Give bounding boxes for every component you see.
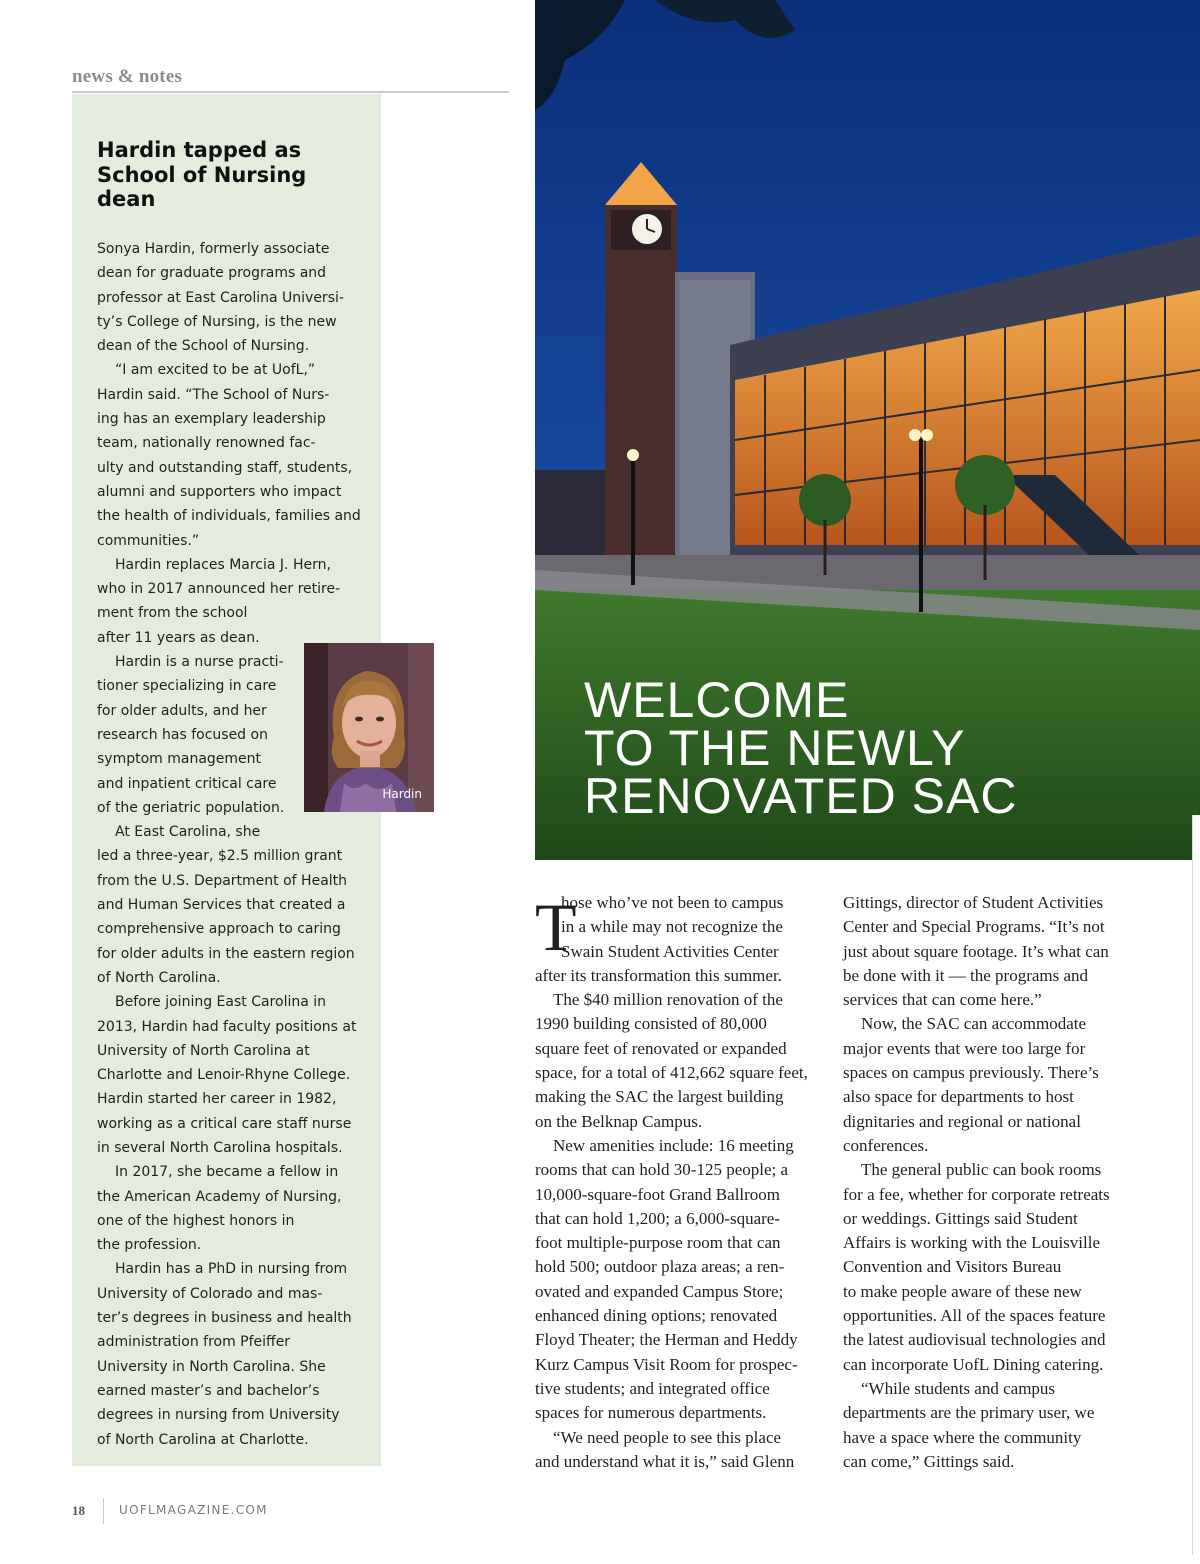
text-line: Hardin replaces Marcia J. Hern,	[115, 556, 331, 573]
text-line: opportunities. All of the spaces feature	[843, 1306, 1106, 1326]
sidebar-article-body	[97, 237, 359, 1452]
text-line: making the SAC the largest building	[535, 1087, 784, 1107]
text-line: Gittings, director of Student Activities	[843, 893, 1104, 912]
text-line: spaces on campus previously. There’s	[843, 1063, 1099, 1083]
headline-line: Hardin tapped as	[97, 138, 302, 162]
text-line: ment from the school	[97, 605, 248, 622]
text-line: services that can come here.”	[843, 990, 1042, 1010]
text-line: dean of the School of Nursing.	[97, 338, 310, 355]
text-line: of North Carolina at Charlotte.	[97, 1431, 309, 1448]
text-line: the profession.	[97, 1237, 202, 1254]
text-line: spaces for numerous departments.	[535, 1403, 767, 1423]
text-line: and understand what it is,” said Glenn	[535, 1451, 795, 1471]
text-line: for older adults, and her	[97, 702, 267, 719]
text-line: foot multiple-purpose room that can	[535, 1233, 781, 1253]
feature-title	[584, 672, 1018, 824]
text-line: New amenities include: 16 meeting	[553, 1135, 794, 1155]
text-line: ter’s degrees in business and health	[97, 1310, 352, 1327]
text-line: The $40 million renovation of the	[553, 990, 783, 1010]
text-line: for older adults in the eastern region	[97, 945, 355, 962]
text-line: Kurz Campus Visit Room for prospec-	[535, 1354, 798, 1374]
text-line: from the U.S. Department of Health	[97, 872, 348, 889]
headline-line: dean	[97, 187, 156, 211]
text-line: and inpatient critical care	[97, 775, 277, 792]
text-line: departments are the primary user, we	[843, 1403, 1095, 1423]
text-line: hose who’ve not been to campus	[561, 893, 784, 912]
text-line: that can hold 1,200; a 6,000-square-	[535, 1208, 781, 1228]
text-line: University of North Carolina at	[97, 1042, 310, 1059]
text-line: of North Carolina.	[97, 969, 221, 986]
text-line: in several North Carolina hospitals.	[97, 1139, 343, 1156]
text-line: symptom management	[97, 751, 262, 768]
text-line: the health of individuals, families and	[97, 508, 361, 525]
text-line: space, for a total of 412,662 square feet,	[535, 1063, 808, 1083]
text-line: Swain Student Activities Center	[561, 941, 779, 961]
text-line: Center and Special Programs. “It’s not	[843, 917, 1105, 937]
text-line: administration from Pfeiffer	[97, 1334, 291, 1351]
text-line: 10,000-square-foot Grand Ballroom	[535, 1184, 781, 1204]
text-line: ing has an exemplary leadership	[97, 411, 326, 428]
text-line: tive students; and integrated office	[535, 1378, 770, 1398]
portrait-caption: Hardin	[382, 787, 422, 801]
text-line: working as a critical care staff nurse	[97, 1115, 352, 1132]
headline-line: School of Nursing	[97, 162, 307, 187]
text-line: “We need people to see this place	[553, 1427, 782, 1447]
text-line: the latest audiovisual technologies and	[843, 1330, 1106, 1350]
page-number: 18	[72, 1503, 85, 1518]
text-line: ovated and expanded Campus Store;	[535, 1281, 784, 1301]
text-line: after 11 years as dean.	[97, 629, 260, 646]
text-line: to make people aware of these new	[843, 1281, 1082, 1301]
text-line: Sonya Hardin, formerly associate	[97, 241, 330, 257]
text-line: dignitaries and regional or national	[843, 1111, 1081, 1131]
text-line: comprehensive approach to caring	[97, 921, 341, 938]
text-line: “I am excited to be at UofL,”	[115, 362, 316, 379]
text-line: “While students and campus	[861, 1378, 1056, 1398]
text-line: can come,” Gittings said.	[843, 1451, 1015, 1471]
footer-divider	[103, 1498, 104, 1524]
sidebar-headline	[97, 138, 337, 212]
text-line: team, nationally renowned fac-	[97, 435, 316, 452]
text-line: rooms that can hold 30-125 people; a	[535, 1160, 789, 1180]
text-line: dean for graduate programs and	[97, 265, 327, 282]
text-line: in a while may not recognize the	[561, 917, 783, 937]
text-line: University in North Carolina. She	[97, 1358, 326, 1375]
text-line: tioner specializing in care	[97, 678, 277, 695]
text-line: In 2017, she became a fellow in	[115, 1164, 339, 1181]
text-line: and Human Services that created a	[97, 897, 346, 914]
text-line: who in 2017 announced her retire-	[97, 581, 341, 598]
text-line: after its transformation this summer.	[535, 965, 782, 985]
footer-site-url: UOFLMAGAZINE.COM	[119, 1503, 268, 1517]
text-line: communities.”	[97, 532, 200, 549]
text-line: square feet of renovated or expanded	[535, 1038, 787, 1058]
text-line: At East Carolina, she	[115, 824, 261, 841]
text-line: Hardin has a PhD in nursing from	[115, 1261, 348, 1278]
title-line: RENOVATED SAC	[584, 768, 1018, 824]
text-line: on the Belknap Campus.	[535, 1111, 703, 1131]
text-line: degrees in nursing from University	[97, 1407, 340, 1424]
text-line: Before joining East Carolina in	[115, 994, 327, 1011]
text-line: research has focused on	[97, 726, 268, 743]
title-line: WELCOME	[584, 672, 850, 728]
text-line: the American Academy of Nursing,	[97, 1188, 342, 1205]
text-line: hold 500; outdoor plaza areas; a ren-	[535, 1257, 785, 1277]
text-line: one of the highest honors in	[97, 1212, 295, 1229]
section-label: news & notes	[72, 66, 183, 87]
text-line: Convention and Visitors Bureau	[843, 1257, 1062, 1277]
text-line: have a space where the community	[843, 1427, 1082, 1447]
portrait-photo	[304, 643, 434, 812]
text-line: Hardin started her career in 1982,	[97, 1091, 337, 1108]
drop-cap: T	[535, 889, 577, 965]
text-line: major events that were too large for	[843, 1038, 1086, 1058]
text-line: conferences.	[843, 1135, 929, 1155]
text-line: professor at East Carolina Universi-	[97, 289, 344, 306]
text-line: The general public can book rooms	[861, 1160, 1102, 1180]
text-line: earned master’s and bachelor’s	[97, 1382, 320, 1399]
text-line: be done with it — the programs and	[843, 965, 1089, 985]
facing-page-edge	[1192, 815, 1200, 1555]
feature-column-2	[843, 891, 1133, 1474]
text-line: 1990 building consisted of 80,000	[535, 1014, 767, 1034]
text-line: University of Colorado and mas-	[97, 1285, 323, 1302]
text-line: Hardin is a nurse practi-	[115, 654, 284, 671]
text-line: for a fee, whether for corporate retreats	[843, 1184, 1110, 1204]
text-line: Now, the SAC can accommodate	[861, 1014, 1087, 1034]
text-line: ty’s College of Nursing, is the new	[97, 313, 337, 330]
text-line: or weddings. Gittings said Student	[843, 1208, 1078, 1228]
text-line: enhanced dining options; renovated	[535, 1306, 778, 1326]
feature-column-1	[535, 891, 825, 1474]
text-line: Hardin said. “The School of Nurs-	[97, 386, 330, 403]
text-line: Charlotte and Lenoir-Rhyne College.	[97, 1067, 351, 1084]
text-line: led a three-year, $2.5 million grant	[97, 848, 343, 865]
text-line: Affairs is working with the Louisville	[843, 1233, 1101, 1253]
text-line: alumni and supporters who impact	[97, 483, 342, 500]
text-line: also space for departments to host	[843, 1087, 1074, 1107]
section-divider	[72, 91, 509, 93]
text-line: just about square footage. It’s what can	[843, 941, 1109, 961]
text-line: ulty and outstanding staff, students,	[97, 459, 353, 476]
text-line: Floyd Theater; the Herman and Heddy	[535, 1330, 798, 1350]
text-line: 2013, Hardin had faculty positions at	[97, 1018, 357, 1035]
title-line: TO THE NEWLY	[584, 720, 966, 776]
text-line: can incorporate UofL Dining catering.	[843, 1354, 1104, 1374]
text-line: of the geriatric population.	[97, 799, 285, 816]
